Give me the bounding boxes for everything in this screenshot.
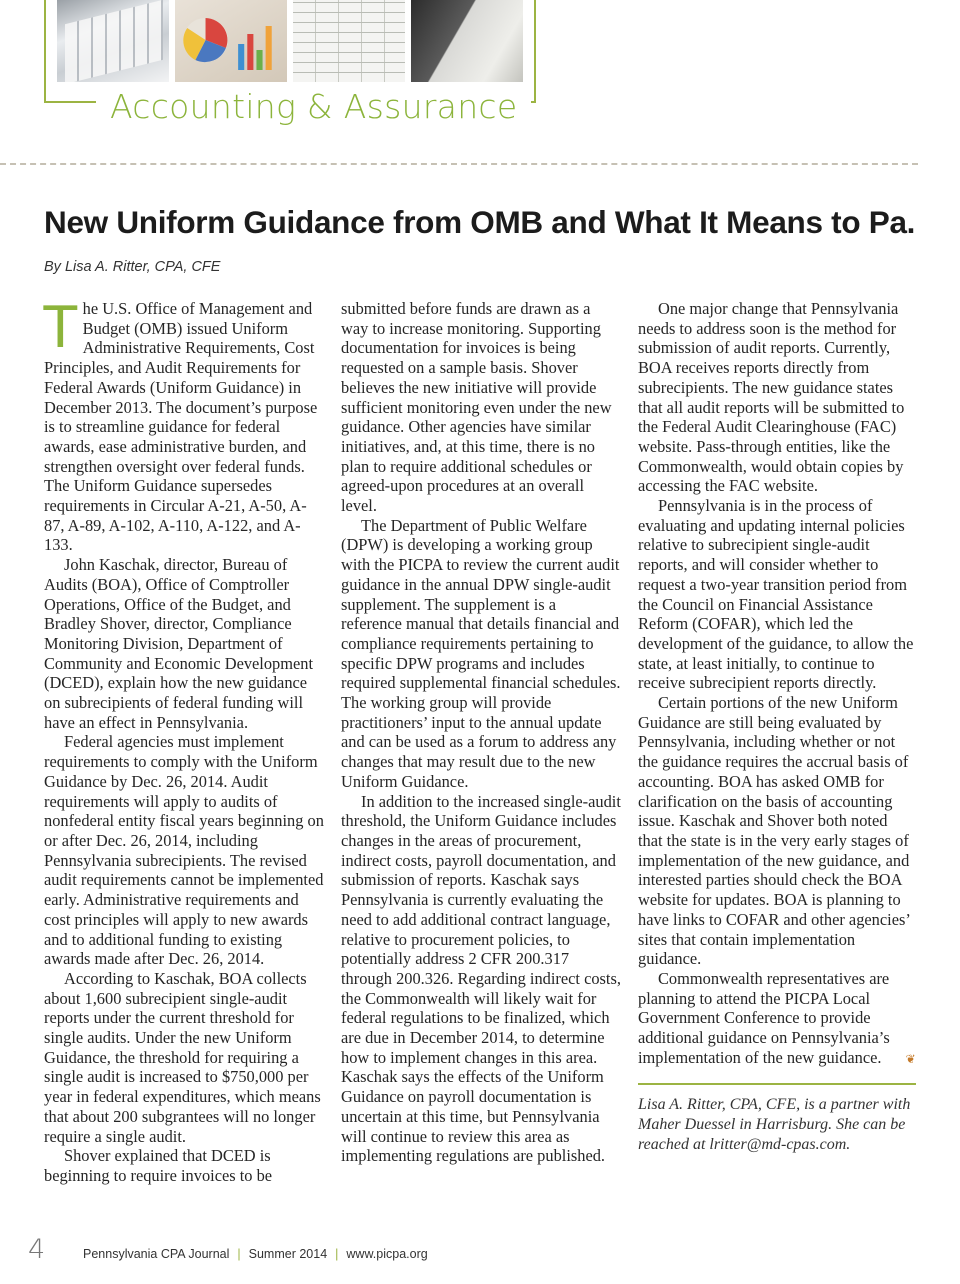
website-link[interactable]: www.picpa.org (346, 1247, 428, 1261)
article-paragraph: Pennsylvania is in the process of evaluating and updating internal policies relative to subrecipient single-audit reports, and will consider whether to request a two-year transition period from the Council on Financial Assistance Reform (COFAR), which led the development of the guidance, to allow the state, at least initially, to continue to receive subrecipient reports directly. (638, 496, 914, 693)
article-paragraph: Federal agencies must implement requirements to comply with the Uniform Guidance by Dec. 26, 2014. Audit requirements will apply to audits of nonfederal entity fiscal years beginning on or after Dec. 26, 2014, including Pennsylvania subrecipients. The revised audit requirements cannot be implemented early. Administrative requirements and cost principles will apply to new awards and to additional funding to existing awards made after Dec. 26, 2014. (44, 732, 324, 969)
article-paragraph: Commonwealth representatives are planning to attend the PICPA Local Government Conference to provide additional guidance on Pennsylvania’s implementation of the new guidance. ❦ (638, 969, 916, 1070)
bird-icon: ❦ (905, 1051, 916, 1066)
article-paragraph: In addition to the increased single-audit threshold, the Uniform Guidance includes changes in the areas of procurement, indirect costs, payroll documentation, and submission of reports. Kaschak says Pennsylvania is currently evaluating the need to add additional contract language, relative to procurement policies, to potentially address 2 CFR 200.317 through 200.326. Regarding indirect costs, the Commonwealth will likely wait for federal regulations to be finalized, which are due in December 2014, to determine how to implement changes in this area. Kaschak says the effects of the Uniform Guidance on payroll documentation is uncertain at this time, but Pennsylvania will continue to review this area as implementing regulations are published. (341, 791, 621, 1166)
author-bio: Lisa A. Ritter, CPA, CFE, is a partner with Maher Duessel in Harrisburg. She can be reached at lritter@md-cpas.com. (638, 1096, 911, 1154)
article-byline: By Lisa A. Ritter, CPA, CFE (44, 259, 221, 275)
section-title: Accounting & Assurance (96, 84, 531, 130)
page-number: 4 (28, 1234, 46, 1265)
article-column-2 (341, 299, 621, 1166)
article-paragraph: The U.S. Office of Management and Budget (OMB) issued Uniform Administrative Requirements, Cost Principles, and Audit Requirements for Federal Awards (Uniform Guidance) in December 2013. The document’s purpose is to streamline guidance for federal awards, ease administrative burden, and strengthen oversight over federal funds. The Uniform Guidance supersedes requirements in Circular A-21, A-50, A-87, A-89, A-102, A-110, A-122, and A-133. (42, 293, 318, 555)
bio-divider (638, 1083, 916, 1085)
publication-name: Pennsylvania CPA Journal (83, 1247, 230, 1261)
dashed-divider (0, 163, 918, 165)
drop-cap: T (42, 293, 79, 360)
charts-photo (175, 0, 287, 82)
footer-separator: | (237, 1247, 241, 1261)
article-paragraph: Shover explained that DCED is beginning to require invoices to be (44, 1146, 273, 1185)
laptop-keyboard-photo (57, 0, 169, 82)
article-column-1 (42, 293, 326, 1186)
article-column-3 (638, 299, 916, 1155)
article-paragraph: John Kaschak, director, Bureau of Audits (BOA), Office of Comptroller Operations, Office of the Budget, and Bradley Shover, director, Compliance Monitoring Division, Department of Community and Economic Development (DCED), explain how the new guidance on subrecipients of federal funding will have an effect in Pennsylvania. (44, 555, 314, 732)
article-paragraph: The Department of Public Welfare (DPW) is developing a working group with the PICPA to review the current audit guidance in the annual DPW single-audit supplement. The supplement is a reference manual that details financial and compliance requirements pertaining to specific DPW programs and includes required supplemental financial schedules. The working group will provide practitioners’ input to the annual update and can be used as a forum to address any changes that may result due to the new Uniform Guidance. (341, 515, 621, 791)
article-title: New Uniform Guidance from OMB and What It Means to Pa. (44, 204, 916, 240)
spreadsheet-photo (293, 0, 405, 82)
article-paragraph: submitted before funds are drawn as a way to increase monitoring. Supporting documentation for invoices is being requested on a sample basis. Shover believes the new initiative will provide sufficient monitoring even under the new guidance. Other agencies have similar initiatives, and, at this time, there is no plan to require additional schedules or agreed-upon procedures at an overall level. (341, 299, 612, 516)
header-photo-strip (57, 0, 523, 82)
footer-separator: | (335, 1247, 339, 1261)
page-footer (28, 1234, 428, 1265)
reader-photo (411, 0, 523, 82)
article-paragraph: Certain portions of the new Uniform Guidance are still being evaluated by Pennsylvania, including whether or not the guidance requires the accrual basis of accounting. BOA has asked OMB for clarification on the basis of accounting issue. Kaschak and Shover both noted that the state is in the very early stages of implementation of the new guidance, and interested parties should check the BOA website for updates. BOA is planning to have links to COFAR and other agencies’ sites that contain implementation guidance. (638, 693, 910, 969)
issue-date: Summer 2014 (248, 1247, 328, 1261)
article-paragraph: According to Kaschak, BOA collects about 1,600 subrecipient single-audit reports under the current threshold for single audits. Under the new Uniform Guidance, the threshold for requiring a single audit is increased to $750,000 per year in federal expenditures, which means that about 200 subgrantees will no longer require a single audit. (44, 968, 321, 1146)
article-paragraph: One major change that Pennsylvania needs to address soon is the method for submission of audit reports. Currently, BOA receives reports directly from subrecipients. The new guidance states that all audit reports will be submitted to the Federal Audit Clearinghouse (FAC) website. Pass-through entities, like the Commonwealth, would obtain copies by accessing the FAC website. (638, 299, 905, 496)
